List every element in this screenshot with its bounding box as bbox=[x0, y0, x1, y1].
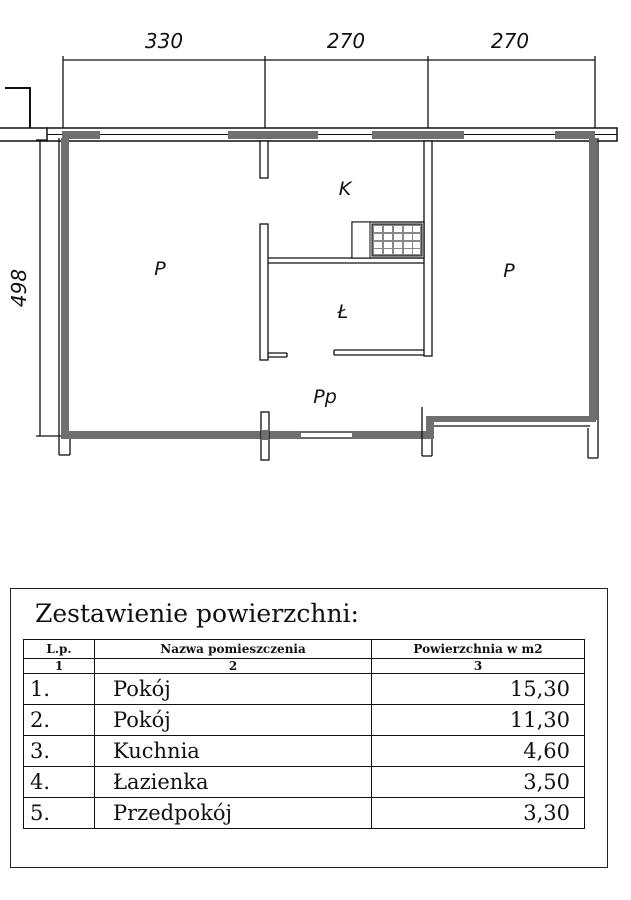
row-area: 11,30 bbox=[372, 705, 585, 736]
dim-top-2: 270 bbox=[326, 29, 366, 53]
row-lp: 2. bbox=[24, 705, 95, 736]
room-label-kitchen: K bbox=[338, 178, 352, 200]
colnum-1: 1 bbox=[24, 659, 95, 674]
row-lp: 5. bbox=[24, 798, 95, 829]
table-row bbox=[24, 798, 585, 829]
area-table bbox=[23, 639, 585, 829]
header-area: Powierzchnia w m2 bbox=[372, 640, 585, 659]
table-row bbox=[24, 674, 585, 705]
row-area: 3,30 bbox=[372, 798, 585, 829]
bottom-partition-stub bbox=[261, 412, 269, 460]
row-area: 4,60 bbox=[372, 736, 585, 767]
bathroom-bottom-wall bbox=[334, 350, 424, 355]
dim-top-3: 270 bbox=[490, 29, 530, 53]
header-lp: L.p. bbox=[24, 640, 95, 659]
bottom-wall bbox=[61, 407, 596, 456]
colnum-3: 3 bbox=[372, 659, 585, 674]
top-outer-wall bbox=[47, 128, 617, 141]
kitchen-left-wall-stub bbox=[260, 141, 268, 178]
column-number-row bbox=[24, 659, 585, 674]
row-lp: 1. bbox=[24, 674, 95, 705]
dim-left: 498 bbox=[7, 268, 31, 308]
area-summary-panel bbox=[10, 588, 608, 868]
right-outer-wall bbox=[589, 138, 597, 420]
right-partition-wall bbox=[424, 141, 432, 356]
row-name: Przedpokój bbox=[95, 798, 372, 829]
row-lp: 4. bbox=[24, 767, 95, 798]
row-area: 15,30 bbox=[372, 674, 585, 705]
top-dimension-line bbox=[63, 56, 595, 128]
table-row bbox=[24, 705, 585, 736]
row-name: Pokój bbox=[95, 674, 372, 705]
room-label-left: P bbox=[154, 258, 166, 280]
neighbour-wall-stub bbox=[0, 88, 48, 141]
table-row bbox=[24, 767, 585, 798]
row-name: Pokój bbox=[95, 705, 372, 736]
row-lp: 3. bbox=[24, 736, 95, 767]
bathroom-left-wall bbox=[260, 224, 268, 360]
row-name: Łazienka bbox=[95, 767, 372, 798]
room-label-right: P bbox=[503, 260, 515, 282]
colnum-2: 2 bbox=[95, 659, 372, 674]
dim-top-1: 330 bbox=[144, 29, 184, 53]
summary-title: Zestawienie powierzchni: bbox=[35, 599, 359, 628]
left-outer-wall bbox=[61, 138, 69, 436]
row-area: 3,50 bbox=[372, 767, 585, 798]
table-header-row bbox=[24, 640, 585, 659]
row-name: Kuchnia bbox=[95, 736, 372, 767]
room-label-hall: Pp bbox=[313, 386, 337, 408]
left-dimension-line bbox=[36, 140, 62, 436]
table-row bbox=[24, 736, 585, 767]
kitchen-stove-icon bbox=[352, 222, 424, 258]
kitchen-bathroom-partition bbox=[268, 258, 424, 263]
room-label-bathroom: Ł bbox=[337, 301, 349, 323]
header-name: Nazwa pomieszczenia bbox=[95, 640, 372, 659]
